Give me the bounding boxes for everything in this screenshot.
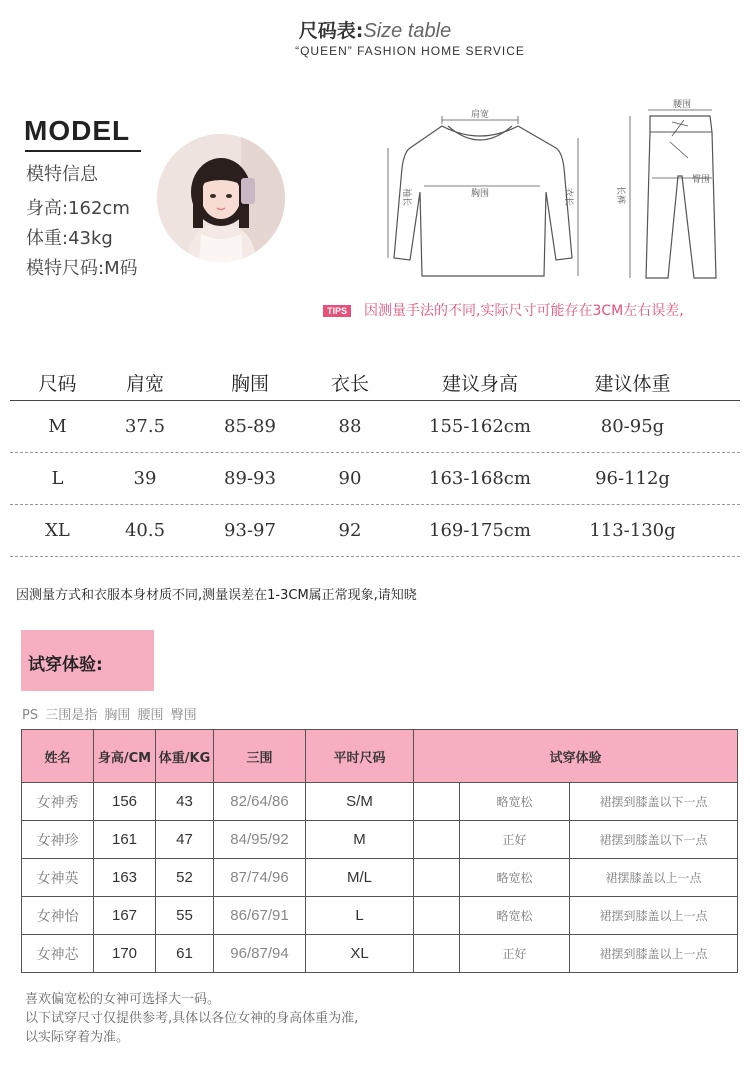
cell-measurements: 96/87/94 [214, 935, 306, 973]
cell-usual-size: S/M [306, 783, 414, 821]
tryon-title: 试穿体验: [28, 655, 103, 675]
cell-weight: 55 [156, 897, 214, 935]
cell-name: 女神怡 [22, 897, 94, 935]
sleeve-label: 袖长 [401, 188, 411, 207]
cell-name: 女神芯 [22, 935, 94, 973]
cell-length: 88 [338, 416, 362, 437]
pants-measure-diagram [612, 96, 742, 286]
cell-length: 92 [338, 520, 362, 541]
th-height: 身高/CM [94, 730, 156, 783]
cell-height: 163-168cm [429, 468, 531, 489]
tips-text: 因测量手法的不同,实际尺寸可能存在3CM左右误差, [364, 303, 684, 319]
cell-measurements: 84/95/92 [214, 821, 306, 859]
cell-length: 90 [338, 468, 362, 489]
waist-label: 腰围 [672, 100, 692, 110]
tryon-table [21, 729, 738, 973]
page-title [0, 16, 750, 43]
title-en: Size table [363, 20, 452, 42]
header-size: 尺码 [38, 372, 77, 395]
footer-line-3: 以实际穿着为准。 [25, 1030, 130, 1045]
cell-blank [414, 935, 460, 973]
shoulder-label: 肩宽 [470, 110, 490, 120]
cell-usual-size: XL [306, 935, 414, 973]
cell-height: 170 [94, 935, 156, 973]
th-measurements: 三围 [214, 730, 306, 783]
cell-name: 女神英 [22, 859, 94, 897]
cell-height: 163 [94, 859, 156, 897]
header-chest: 胸围 [230, 372, 269, 395]
cell-usual-size: M/L [306, 859, 414, 897]
hip-label: 臀围 [692, 175, 711, 185]
pants-length-label: 长裤 [615, 186, 625, 205]
header-shoulder: 肩宽 [125, 372, 164, 395]
cell-size: XL [45, 520, 70, 541]
cell-chest: 85-89 [224, 416, 276, 437]
chest-label: 胸围 [470, 189, 490, 199]
model-height: 身高:162cm [26, 198, 130, 219]
footer-line-1: 喜欢偏宽松的女神可选择大一码。 [25, 992, 221, 1007]
table-row [22, 935, 738, 973]
header-weight: 建议体重 [594, 372, 671, 395]
cell-chest: 93-97 [224, 520, 276, 541]
model-photo [157, 134, 285, 262]
cell-hem: 裙摆膝盖以上一点 [570, 859, 738, 897]
cell-weight: 80-95g [600, 416, 665, 437]
cell-hem: 裙摆到膝盖以上一点 [570, 935, 738, 973]
table-row [10, 505, 740, 557]
model-divider [25, 150, 141, 152]
cell-weight: 96-112g [595, 468, 670, 489]
table-row [10, 453, 740, 505]
ps-note: PS 三围是指 胸围 腰围 臀围 [22, 708, 197, 723]
cell-size: L [51, 468, 64, 489]
cell-name: 女神秀 [22, 783, 94, 821]
cell-blank [414, 783, 460, 821]
cell-fit: 略宽松 [460, 783, 570, 821]
cell-height: 155-162cm [429, 416, 531, 437]
cell-measurements: 87/74/96 [214, 859, 306, 897]
th-usual-size: 平时尺码 [306, 730, 414, 783]
cell-height: 169-175cm [429, 520, 531, 541]
cell-height: 156 [94, 783, 156, 821]
size-table [10, 364, 740, 557]
cell-blank [414, 859, 460, 897]
cell-fit: 略宽松 [460, 859, 570, 897]
cell-fit: 正好 [460, 935, 570, 973]
table-row [22, 859, 738, 897]
title-cn: 尺码表: [298, 20, 364, 42]
cell-weight: 43 [156, 783, 214, 821]
cell-hem: 裙摆到膝盖以上一点 [570, 897, 738, 935]
cell-blank [414, 897, 460, 935]
cell-hem: 裙摆到膝盖以下一点 [570, 783, 738, 821]
cell-height: 167 [94, 897, 156, 935]
cell-weight: 113-130g [589, 520, 676, 541]
size-table-header [10, 364, 740, 401]
cell-blank [414, 821, 460, 859]
cell-weight: 47 [156, 821, 214, 859]
cell-height: 161 [94, 821, 156, 859]
table-row [22, 783, 738, 821]
cell-shoulder: 39 [133, 468, 157, 489]
th-experience: 试穿体验 [414, 730, 738, 783]
measure-note: 因测量方式和衣服本身材质不同,测量误差在1-3CM属正常现象,请知晓 [16, 588, 417, 603]
length-label: 衣长 [563, 188, 573, 207]
cell-usual-size: M [306, 821, 414, 859]
th-name: 姓名 [22, 730, 94, 783]
header-length: 衣长 [330, 372, 369, 395]
top-measure-diagram [380, 108, 585, 290]
model-size: 模特尺码:M码 [26, 258, 138, 279]
cell-measurements: 82/64/86 [214, 783, 306, 821]
th-weight: 体重/KG [156, 730, 214, 783]
cell-measurements: 86/67/91 [214, 897, 306, 935]
cell-chest: 89-93 [224, 468, 276, 489]
table-row [22, 821, 738, 859]
cell-fit: 略宽松 [460, 897, 570, 935]
cell-weight: 52 [156, 859, 214, 897]
header-height: 建议身高 [441, 372, 518, 395]
cell-shoulder: 40.5 [124, 520, 166, 541]
table-row [10, 401, 740, 453]
page-subtitle: “QUEEN” FASHION HOME SERVICE [295, 44, 525, 58]
cell-size: M [48, 416, 67, 437]
cell-shoulder: 37.5 [124, 416, 166, 437]
footer-line-2: 以下试穿尺寸仅提供参考,具体以各位女神的身高体重为准, [25, 1011, 359, 1026]
tryon-header-row [22, 730, 738, 783]
model-subheading: 模特信息 [26, 164, 98, 185]
tips-badge: TIPS [323, 305, 351, 317]
cell-usual-size: L [306, 897, 414, 935]
table-row [22, 897, 738, 935]
cell-name: 女神珍 [22, 821, 94, 859]
model-weight: 体重:43kg [26, 228, 113, 249]
cell-fit: 正好 [460, 821, 570, 859]
model-heading: MODEL [24, 115, 131, 146]
cell-weight: 61 [156, 935, 214, 973]
cell-hem: 裙摆到膝盖以下一点 [570, 821, 738, 859]
